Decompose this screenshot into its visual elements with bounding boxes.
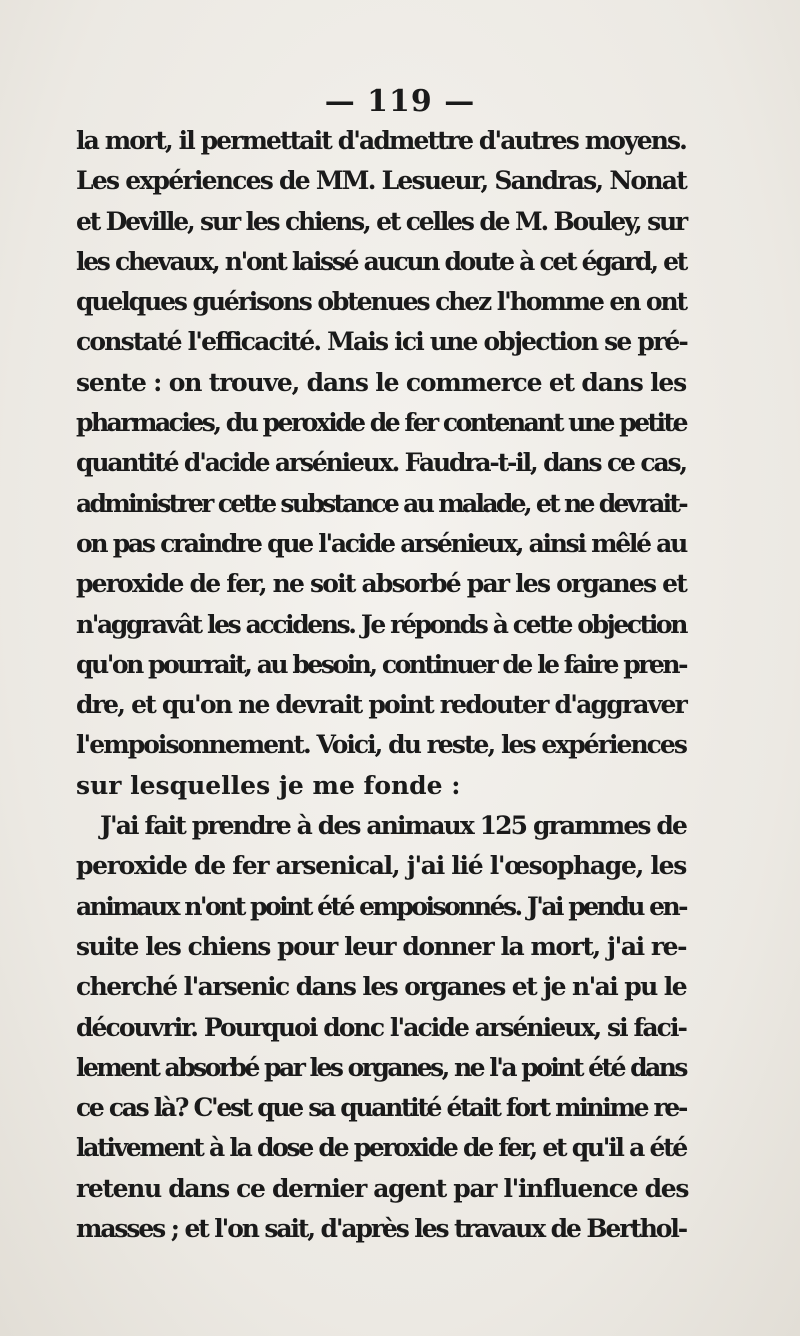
text-line: peroxide de fer arsenical, j'ai lié l'œsophage, les [76,851,686,881]
text-line: les chevaux, n'ont laissé aucun doute à cet égard, et [76,246,686,276]
text-line: découvrir. Pourquoi donc l'acide arsénieux, si faci- [76,1012,686,1042]
paragraph-start-line: J'ai fait prendre à des animaux 125 grammes de [100,811,686,841]
text-line: on pas craindre que l'acide arsénieux, ainsi mêlé au [76,528,686,558]
text-line: administrer cette substance au malade, et ne devrait- [76,488,686,518]
text-line: sur lesquelles je me fonde : [76,770,461,800]
text-line: lement absorbé par les organes, ne l'a point été dans [76,1052,686,1082]
text-line: sente : on trouve, dans le commerce et dans les [76,367,686,397]
text-line: masses ; et l'on sait, d'après les travaux de Berthol- [76,1214,686,1244]
text-line: pharmacies, du peroxide de fer contenant une petite [76,408,686,438]
text-line: animaux n'ont point été empoisonnés. J'ai pendu en- [76,891,686,921]
text-line: qu'on pourrait, au besoin, continuer de le faire pren- [76,649,686,679]
text-line: retenu dans ce dernier agent par l'influence des [76,1173,689,1203]
text-line: dre, et qu'on ne devrait point redouter d'aggraver [76,690,686,720]
text-line: quelques guérisons obtenues chez l'homme en ont [76,287,686,317]
text-line: la mort, il permettait d'admettre d'autres moyens. [76,126,686,155]
text-line: n'aggravât les accidens. Je réponds à cette objection [76,609,686,639]
text-line: Les expériences de MM. Lesueur, Sandras, Nonat [76,166,686,196]
text-line: l'empoisonnement. Voici, du reste, les expériences [76,730,686,760]
text-line: quantité d'acide arsénieux. Faudra-t-il, dans ce cas, [76,448,686,478]
text-line: lativement à la dose de peroxide de fer, et qu'il a été [76,1133,686,1163]
text-line: ce cas là? C'est que sa quantité était fort minime re- [76,1093,686,1123]
text-line: cherché l'arsenic dans les organes et je n'ai pu le [76,972,686,1002]
text-line: peroxide de fer, ne soit absorbé par les organes et [76,569,686,599]
page-number: — 119 — [324,84,476,119]
text-line: suite les chiens pour leur donner la mort, j'ai re- [76,931,686,961]
text-line: constaté l'efficacité. Mais ici une objection se pré- [76,327,687,357]
body-text [76,121,689,1249]
text-line: et Deville, sur les chiens, et celles de M. Bouley, sur [76,206,686,236]
